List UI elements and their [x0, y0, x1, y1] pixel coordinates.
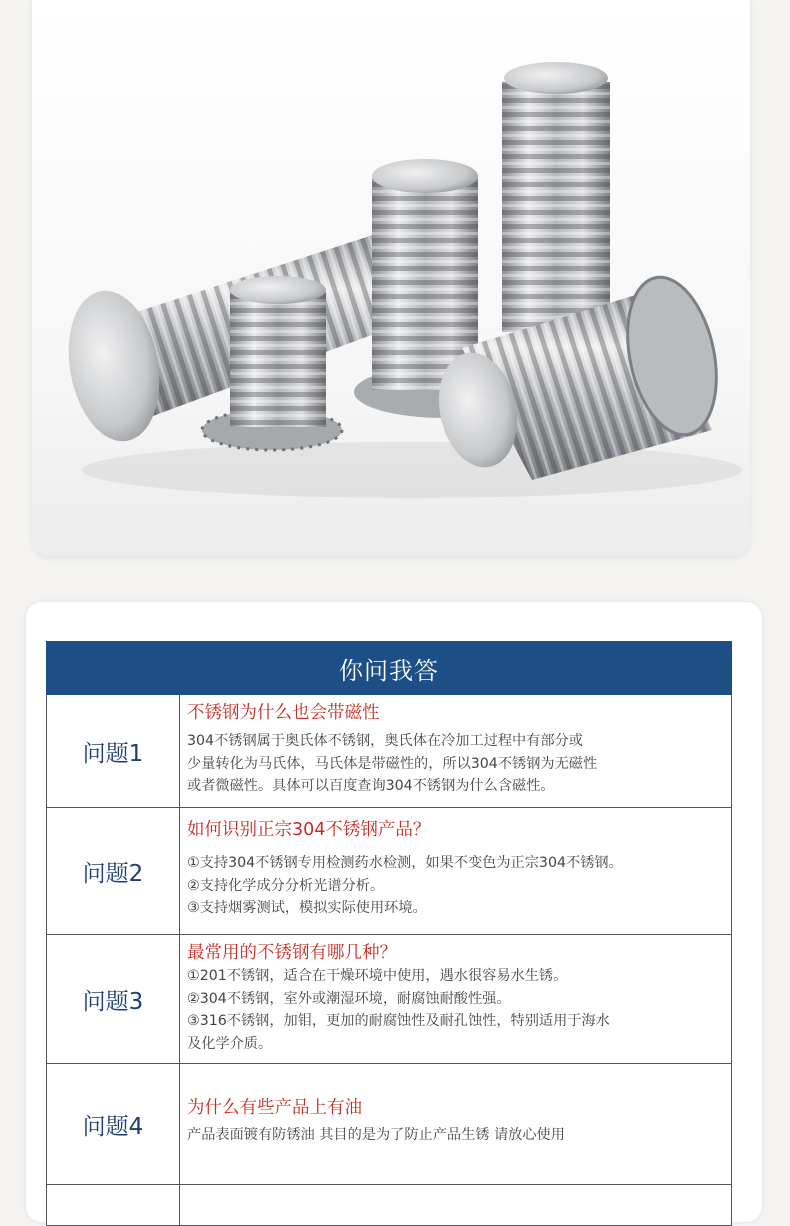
- qa-answer-line: ②支持化学成分分析光谱分析。: [187, 877, 385, 894]
- qa-label: 问题1: [47, 695, 180, 807]
- qa-body: [180, 808, 731, 934]
- qa-answer-line: ①201不锈钢，适合在干燥环境中使用，遇水很容易水生锈。: [187, 968, 568, 984]
- qa-row-1: [46, 695, 732, 808]
- qa-row-3: [46, 935, 732, 1064]
- qa-row-4: [46, 1064, 732, 1185]
- qa-answer-line: 产品表面镀有防锈油 其目的是为了防止产品生锈 请放心使用: [187, 1127, 565, 1143]
- qa-question: 为什么有些产品上有油: [187, 1098, 362, 1118]
- qa-label: 问题3: [47, 935, 180, 1063]
- qa-body-empty: [180, 1185, 731, 1225]
- qa-label: 问题4: [47, 1064, 180, 1184]
- stainless-steel-press-studs-image: [32, 0, 750, 556]
- qa-body: [180, 935, 731, 1063]
- qa-question: 如何识别正宗304不锈钢产品？: [187, 820, 431, 840]
- qa-row-5: [46, 1185, 732, 1226]
- qa-question: 不锈钢为什么也会带磁性: [187, 703, 380, 723]
- qa-answer-line: 304不锈钢属于奥氏体不锈钢，奥氏体在冷加工过程中有部分或: [187, 733, 583, 749]
- qa-label-empty: [47, 1185, 180, 1225]
- qa-body: [180, 695, 731, 807]
- qa-question: 最常用的不锈钢有哪几种？: [187, 943, 397, 963]
- qa-answer-line: ③316不锈钢，加钼，更加的耐腐蚀性及耐孔蚀性，特别适用于海水: [187, 1013, 610, 1029]
- qa-answer-line: ①支持304不锈钢专用检测药水检测，如果不变色为正宗304不锈钢。: [187, 855, 623, 871]
- qa-table: [46, 641, 732, 1226]
- qa-answer-line: 及化学介质。: [187, 1035, 273, 1052]
- qa-row-2: [46, 808, 732, 935]
- qa-body: [180, 1064, 731, 1184]
- qa-answer-line: 少量转化为马氏体，马氏体是带磁性的，所以304不锈钢为无磁性: [187, 755, 598, 772]
- qa-answer-line: 或者微磁性。具体可以百度查询304不锈钢为什么含磁性。: [187, 778, 555, 794]
- product-photo-card: [32, 0, 750, 556]
- qa-answer-line: ③支持烟雾测试，模拟实际使用环境。: [187, 900, 427, 916]
- qa-answer-line: ②304不锈钢，室外或潮湿环境，耐腐蚀耐酸性强。: [187, 990, 511, 1007]
- qa-label: 问题2: [47, 808, 180, 934]
- qa-header: 你问我答: [46, 641, 732, 695]
